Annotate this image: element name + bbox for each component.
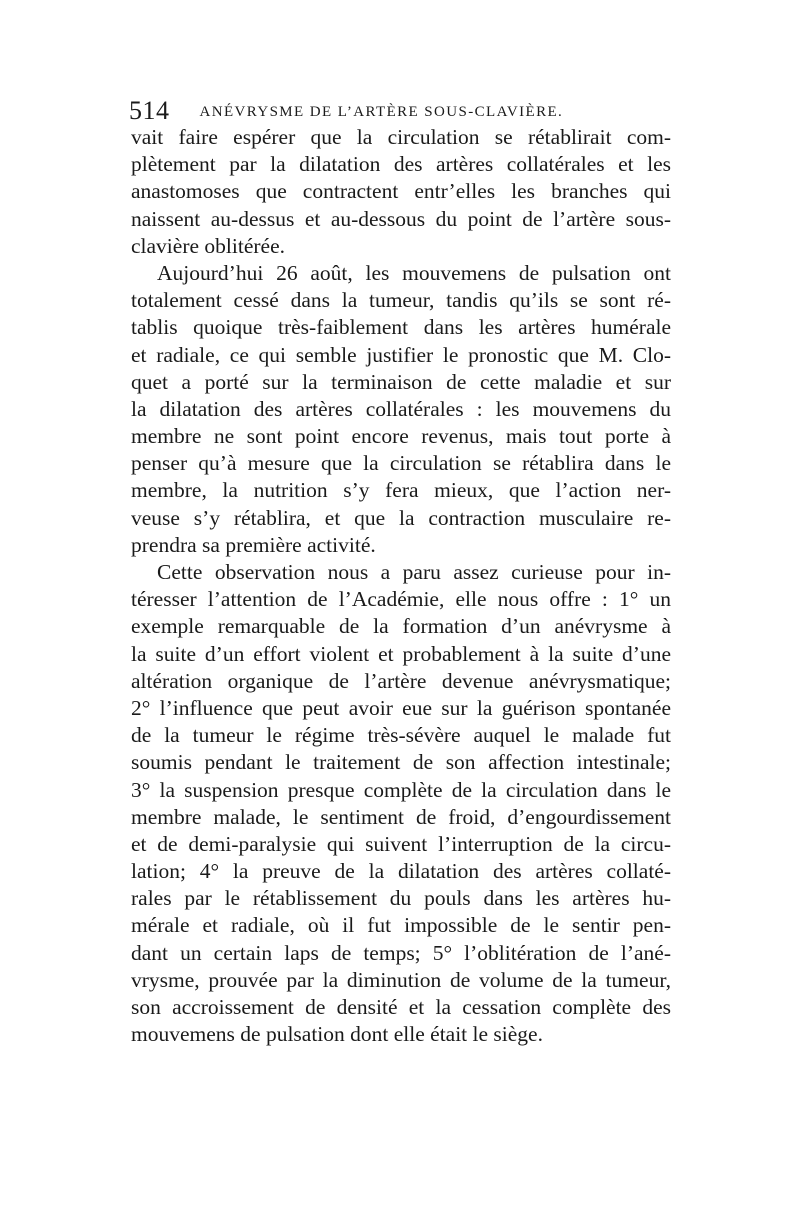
text-line: de la tumeur le régime très-sévère auquel le malade fut	[131, 723, 671, 748]
text-line: tablis quoique très-faiblement dans les artères humérale	[131, 315, 671, 340]
text-line: plètement par la dilatation des artères collatérales et les	[131, 152, 671, 177]
text-line: veuse s’y rétablira, et que la contraction musculaire re-	[131, 505, 671, 530]
text-line: Aujourd’hui 26 août, les mouvemens de pulsation ont	[157, 260, 671, 285]
text-line: 3° la suspension presque complète de la circulation dans le	[131, 777, 671, 802]
text-line: mérale et radiale, où il fut impossible de le sentir pen-	[131, 913, 671, 938]
text-line: son accroissement de densité et la cessation complète des	[131, 995, 671, 1019]
text-line: prendra sa première activité.	[131, 532, 376, 557]
page-number: 514	[129, 96, 170, 125]
text-line: 2° l’influence que peut avoir eue sur la guérison spontanée	[131, 695, 671, 720]
text-line: mouvemens de pulsation dont elle était le siège.	[131, 1022, 543, 1047]
text-line: membre malade, le sentiment de froid, d’engourdissement	[131, 804, 671, 829]
text-line: soumis pendant le traitement de son affection intestinale;	[131, 750, 671, 775]
text-line: la dilatation des artères collatérales : les mouvemens du	[131, 396, 671, 421]
text-line: la suite d’un effort violent et probablement à la suite d’une	[131, 641, 671, 666]
running-title: ANÉVRYSME DE L’ARTÈRE SOUS-CLAVIÈRE.	[199, 104, 564, 120]
body-text	[131, 124, 671, 1048]
text-line: Cette observation nous a paru assez curieuse pour in-	[157, 560, 671, 584]
text-line: dant un certain laps de temps; 5° l’oblitération de l’ané-	[131, 940, 671, 965]
text-line: téresser l’attention de l’Académie, elle nous offre : 1° un	[131, 587, 671, 612]
text-line: vait faire espérer que la circulation se rétablirait com-	[131, 125, 671, 149]
text-line: clavière oblitérée.	[131, 233, 285, 258]
text-line: membre ne sont point encore revenus, mais tout porte à	[131, 424, 671, 449]
text-line: et radiale, ce qui semble justifier le pronostic que M. Clo-	[131, 342, 671, 367]
text-line: quet a porté sur la terminaison de cette maladie et sur	[131, 369, 671, 394]
text-line: exemple remarquable de la formation d’un anévrysme à	[131, 614, 671, 639]
text-line: naissent au-dessus et au-dessous du point de l’artère sous-	[131, 206, 671, 231]
text-line: et de demi-paralysie qui suivent l’interruption de la circu-	[131, 831, 671, 856]
text-line: membre, la nutrition s’y fera mieux, que l’action ner-	[131, 478, 671, 503]
text-line: penser qu’à mesure que la circulation se rétablira dans le	[131, 451, 671, 476]
text-line: rales par le rétablissement du pouls dans les artères hu-	[131, 886, 671, 911]
text-line: lation; 4° la preuve de la dilatation des artères collaté-	[131, 859, 671, 884]
text-line: anastomoses que contractent entr’elles les branches qui	[131, 179, 671, 204]
text-line: altération organique de l’artère devenue anévrysmatique;	[131, 668, 671, 693]
text-line: totalement cessé dans la tumeur, tandis qu’ils se sont ré-	[131, 288, 671, 313]
text-line: vrysme, prouvée par la diminution de volume de la tumeur,	[131, 967, 671, 992]
